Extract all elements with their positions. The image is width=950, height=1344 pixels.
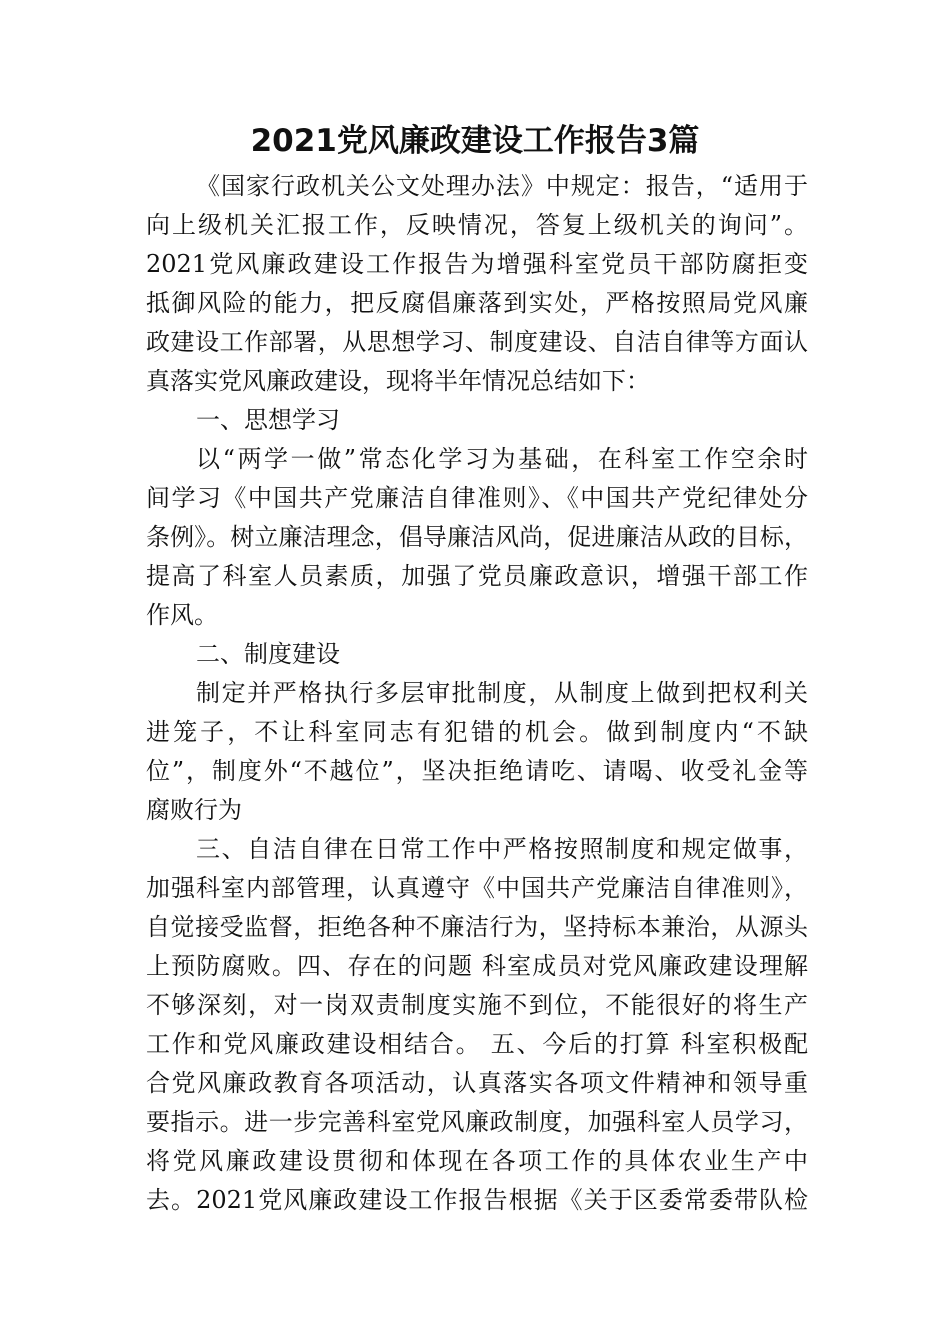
- document-title: 2021党风廉政建设工作报告3篇: [250, 123, 700, 159]
- text-line: 作风。: [146, 601, 218, 629]
- section-heading: 一、思想学习: [196, 406, 340, 434]
- text-line: 向上级机关汇报工作，反映情况，答复上级机关的询问”。: [146, 211, 808, 239]
- text-line: 2021党风廉政建设工作报告为增强科室党员干部防腐拒变: [146, 250, 808, 278]
- text-line: 合党风廉政教育各项活动，认真落实各项文件精神和领导重: [146, 1069, 808, 1097]
- section-heading: 二、制度建设: [196, 640, 340, 668]
- text-line: 提高了科室人员素质，加强了党员廉政意识，增强干部工作: [146, 562, 808, 590]
- text-line: 加强科室内部管理，认真遵守《中国共产党廉洁自律准则》，: [146, 874, 808, 902]
- text-line: 三、自洁自律在日常工作中严格按照制度和规定做事，: [196, 835, 808, 863]
- text-line: 进笼子，不让科室同志有犯错的机会。做到制度内“不缺: [146, 718, 808, 746]
- text-line: 抵御风险的能力，把反腐倡廉落到实处，严格按照局党风廉: [146, 289, 808, 317]
- text-line: 要指示。进一步完善科室党风廉政制度，加强科室人员学习，: [146, 1108, 808, 1136]
- text-line: 不够深刻，对一岗双责制度实施不到位，不能很好的将生产: [146, 991, 808, 1019]
- text-line: 将党风廉政建设贯彻和体现在各项工作的具体农业生产中: [146, 1147, 808, 1175]
- document-body: [146, 167, 808, 1220]
- text-line: 真落实党风廉政建设，现将半年情况总结如下：: [146, 367, 650, 395]
- text-line: 以“两学一做”常态化学习为基础，在科室工作空余时: [196, 445, 808, 473]
- text-line: 《国家行政机关公文处理办法》中规定：报告，“适用于: [196, 172, 808, 200]
- text-line: 去。2021党风廉政建设工作报告根据《关于区委常委带队检: [146, 1186, 808, 1214]
- text-line: 制定并严格执行多层审批制度，从制度上做到把权利关: [196, 679, 808, 707]
- text-line: 工作和党风廉政建设相结合。 五、今后的打算 科室积极配: [146, 1030, 808, 1058]
- text-line: 间学习《中国共产党廉洁自律准则》、《中国共产党纪律处分: [146, 484, 808, 512]
- text-line: 政建设工作部署，从思想学习、制度建设、自洁自律等方面认: [146, 328, 808, 356]
- text-line: 条例》。树立廉洁理念，倡导廉洁风尚，促进廉洁从政的目标，: [146, 523, 808, 551]
- text-line: 位”，制度外“不越位”，坚决拒绝请吃、请喝、收受礼金等: [146, 757, 808, 785]
- text-line: 上预防腐败。四、存在的问题 科室成员对党风廉政建设理解: [146, 952, 808, 980]
- text-line: 腐败行为: [146, 796, 242, 824]
- text-line: 自觉接受监督，拒绝各种不廉洁行为，坚持标本兼治，从源头: [146, 913, 808, 941]
